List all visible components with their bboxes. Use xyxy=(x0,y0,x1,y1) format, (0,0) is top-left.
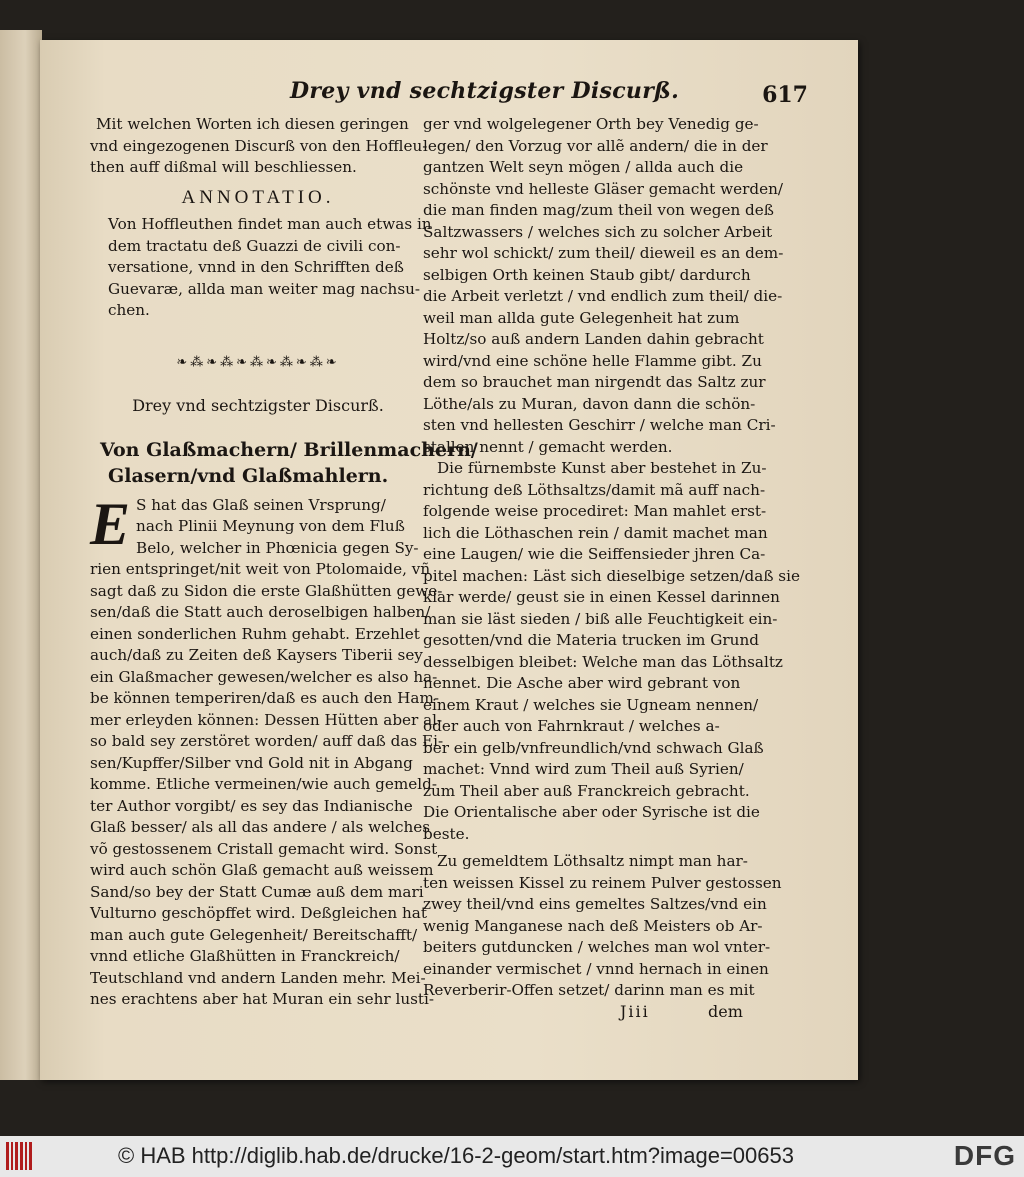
text-line: zwey theil/vnd eins gemeltes Saltzes/vnd ein xyxy=(423,895,767,913)
text-line: sehr wol schickt/ zum theil/ dieweil es an dem- xyxy=(423,244,784,262)
text-line: nach Plinii Meynung von dem Fluß xyxy=(136,517,405,535)
text-line: Die fürnembste Kunst aber bestehet in Zu- xyxy=(437,459,767,477)
text-line: beiters gutduncken / welches man wol vnter- xyxy=(423,938,771,956)
text-line: zum Theil aber auß Franckreich gebracht. xyxy=(423,781,750,800)
body-paragraph xyxy=(90,490,444,1011)
text-line: S hat das Glaß seinen Vrsprung/ xyxy=(136,495,386,514)
right-paragraph-1 xyxy=(423,114,784,458)
footer-url-text: © HAB http://diglib.hab.de/drucke/16-2-geom/start.htm?image=00653 xyxy=(118,1143,794,1168)
text-line: ein Glaßmacher gewesen/welcher es also ha- xyxy=(90,667,438,686)
text-line: auch/daß zu Zeiten deß Kaysers Tiberii sey xyxy=(90,646,423,664)
text-line: be können temperiren/daß es auch den Ham- xyxy=(90,689,439,707)
text-line: klar werde/ geust sie in einen Kessel darinnen xyxy=(423,588,780,606)
text-line: chen. xyxy=(108,301,150,319)
text-line: Vulturno geschöpffet wird. Deßgleichen hat xyxy=(90,904,427,922)
right-paragraph-2 xyxy=(423,458,800,845)
text-line: gantzen Welt seyn mögen / allda auch die xyxy=(423,158,744,176)
text-line: beste. xyxy=(423,824,470,843)
text-line: ten weissen Kissel zu reinem Pulver gestossen xyxy=(423,873,782,892)
drop-cap: E xyxy=(90,490,131,557)
text-line: wenig Manganese nach deß Meisters ob Ar- xyxy=(423,916,763,935)
text-line: nennet. Die Asche aber wird gebrant von xyxy=(423,674,741,692)
text-line: so bald sey zerstöret worden/ auff daß das Ei- xyxy=(90,732,444,750)
ornament-divider: ❧⁂❧⁂❧⁂❧⁂❧⁂❧ xyxy=(176,354,340,370)
dfg-logo: DFG xyxy=(953,1140,1016,1171)
text-line: dem so brauchet man nirgendt das Saltz zur xyxy=(423,373,766,391)
text-line: Guevaræ, allda man weiter mag nachsu- xyxy=(108,279,421,298)
text-line: Teutschland vnd andern Landen mehr. Mei- xyxy=(90,968,426,987)
text-line: folgende weise procediret: Man mahlet erst- xyxy=(423,502,767,520)
text-line: ter Author vorgibt/ es sey das Indianische xyxy=(90,796,413,815)
right-paragraph-3 xyxy=(423,851,782,1002)
text-line: weil man allda gute Gelegenheit hat zum xyxy=(423,308,740,327)
text-line: man sie läst sieden / biß alle Feuchtigkeit ein- xyxy=(423,609,778,628)
text-line: wird auch schön Glaß gemacht auß weissem xyxy=(90,861,434,879)
text-line: võ gestossenem Cristall gemacht wird. Sonst xyxy=(90,839,438,858)
signature-mark: Jiii xyxy=(620,1002,650,1021)
text-line: ger vnd wolgelegener Orth bey Venedig ge- xyxy=(423,115,759,133)
right-column xyxy=(423,114,800,1002)
text-line: Glaß besser/ als all das andere / als welches xyxy=(90,818,431,836)
text-line: sagt daß zu Sidon die erste Glaßhütten gewe- xyxy=(90,581,443,600)
annotatio-paragraph xyxy=(90,214,432,322)
section-title xyxy=(90,437,478,489)
text-line: versatione, vnnd in den Schrifften deß xyxy=(108,258,404,276)
text-line: eine Laugen/ wie die Seiffensieder jhren Ca- xyxy=(423,545,766,563)
text-line: einander vermischet / vnnd hernach in einen xyxy=(423,959,769,978)
section-title-line-1: Von Glaßmachern/ Brillenmachern/ xyxy=(100,438,478,461)
text-line: man auch gute Gelegenheit/ Bereitschafft/ xyxy=(90,925,418,944)
text-line: richtung deß Löthsaltzs/damit mã auff nach- xyxy=(423,480,766,499)
annotatio-heading: ANNOTATIO. xyxy=(181,186,335,208)
footer-bar xyxy=(0,1136,1024,1177)
text-line: gesotten/vnd die Materia trucken im Grund xyxy=(423,631,759,649)
text-line: vnd eingezogenen Discurß von den Hoffleu- xyxy=(90,136,428,155)
text-line: sen/daß die Statt auch deroselbigen halben/ xyxy=(90,603,431,621)
text-line: die man finden mag/zum theil von wegen deß xyxy=(423,201,774,219)
text-line: einem Kraut / welches sie Ugneam nennen/ xyxy=(423,695,759,714)
text-line: Sand/so bey der Statt Cumæ auß dem mari xyxy=(90,882,424,901)
book-page xyxy=(40,40,858,1080)
text-line: desselbigen bleibet: Welche man das Löthsaltz xyxy=(423,652,783,671)
text-line: Zu gemeldtem Löthsaltz nimpt man har- xyxy=(437,852,748,870)
text-line: stallen nennt / gemacht werden. xyxy=(423,437,673,456)
text-line: Mit welchen Worten ich diesen geringen xyxy=(96,115,409,133)
section-title-line-2: Glasern/vnd Glaßmahlern. xyxy=(108,464,389,487)
text-line: dem tractatu deß Guazzi de civili con- xyxy=(108,236,401,255)
text-line: die Arbeit verletzt / vnd endlich zum theil/ die- xyxy=(423,287,783,305)
text-line: sten vnd hellesten Geschirr / welche man Cri- xyxy=(423,416,776,434)
text-line: lich die Löthaschen rein / damit machet man xyxy=(423,523,768,542)
hab-barcode-logo-icon xyxy=(6,1142,32,1170)
text-line: legen/ den Vorzug vor allẽ andern/ die in der xyxy=(423,136,768,155)
text-line: selbigen Orth keinen Staub gibt/ dardurch xyxy=(423,265,751,284)
text-line: oder auch von Fahrnkraut / welches a- xyxy=(423,717,720,735)
discourse-label: Drey vnd sechtzigster Discurß. xyxy=(132,396,384,415)
intro-paragraph xyxy=(90,114,426,179)
previous-page-edge xyxy=(0,30,42,1080)
text-line: komme. Etliche vermeinen/wie auch gemeld- xyxy=(90,775,437,793)
text-line: Holtz/so auß andern Landen dahin gebracht xyxy=(423,330,764,348)
page-number: 617 xyxy=(762,82,808,108)
text-line: wird/vnd eine schöne helle Flamme gibt. Zu xyxy=(423,351,762,370)
text-line: sen/Kupffer/Silber vnd Gold nit in Abgang xyxy=(90,753,413,772)
text-line: then auff dißmal will beschliessen. xyxy=(90,158,357,176)
catchword: dem xyxy=(708,1002,743,1021)
text-line: Saltzwassers / welches sich zu solcher Arbeit xyxy=(423,222,773,241)
text-line: pitel machen: Läst sich dieselbige setzen/daß sie xyxy=(423,566,800,585)
text-line: nes erachtens aber hat Muran ein sehr lusti- xyxy=(90,990,434,1008)
text-line: rien entspringet/nit weit von Ptolomaide, vñ xyxy=(90,560,431,578)
text-line: ber ein gelb/vnfreundlich/vnd schwach Glaß xyxy=(423,738,764,757)
text-line: einen sonderlichen Ruhm gehabt. Erzehlet xyxy=(90,624,420,643)
text-line: schönste vnd helleste Gläser gemacht werden/ xyxy=(423,179,783,198)
text-line: Reverberir-Offen setzet/ darinn man es mit xyxy=(423,981,755,999)
text-line: vnnd etliche Glaßhütten in Franckreich/ xyxy=(90,947,400,965)
body-lines xyxy=(90,490,444,1011)
text-line: machet: Vnnd wird zum Theil auß Syrien/ xyxy=(423,760,744,778)
text-line: Die Orientalische aber oder Syrische ist die xyxy=(423,803,760,821)
text-line: Belo, welcher in Phœnicia gegen Sy- xyxy=(136,538,419,557)
text-line: mer erleyden können: Dessen Hütten aber al- xyxy=(90,710,443,729)
text-line: Löthe/als zu Muran, davon dann die schön- xyxy=(423,394,756,413)
running-head: Drey vnd sechtzigster Discurß. xyxy=(290,78,680,104)
text-line: Von Hoffleuthen findet man auch etwas in xyxy=(108,215,432,233)
